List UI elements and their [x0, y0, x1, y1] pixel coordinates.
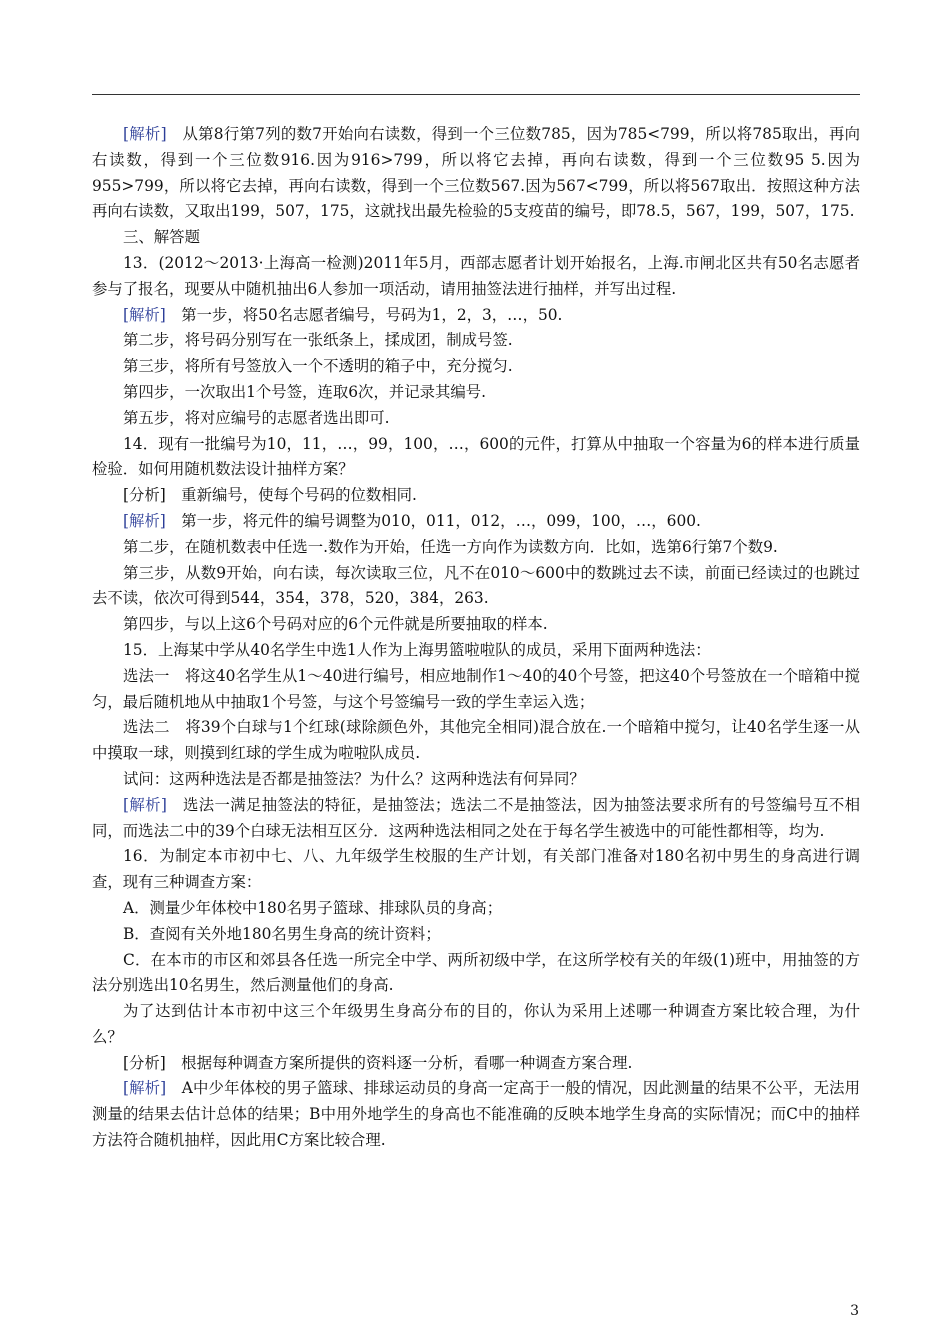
- paragraph-text: 13．(2012～2013·上海高一检测)2011年5月，西部志愿者计划开始报名，上海.市闸北区共有50名志愿者参与了报名，现要从中随机抽出6人参加一项活动，请用抽签法进行抽样，并写出过程.: [92, 253, 860, 298]
- paragraph: [92, 715, 860, 767]
- header-rule: [92, 94, 860, 95]
- paragraph: [92, 767, 860, 793]
- paragraph: [92, 509, 860, 535]
- paragraph: [92, 561, 860, 613]
- paragraph-text: 选法二 将39个白球与1个红球(球除颜色外，其他完全相同)混合放在.一个暗箱中搅匀，让40名学生逐一从中摸取一球，则摸到红球的学生成为啦啦队成员.: [92, 718, 860, 763]
- paragraph: [92, 664, 860, 716]
- analysis-tag: [解析]: [123, 511, 166, 530]
- paragraph: [92, 303, 860, 329]
- paragraph-text: 第二步，在随机数表中任选一.数作为开始，任选一方向作为读数方向．比如，选第6行第7个数9.: [123, 537, 778, 556]
- analysis-tag: [解析]: [123, 125, 167, 143]
- option-b: [92, 922, 860, 948]
- analysis-tag: [解析]: [123, 795, 167, 814]
- paragraph-text: [分析] 重新编号，使每个号码的位数相同.: [123, 486, 417, 505]
- page-number: 3: [850, 1303, 859, 1319]
- paragraph-text: 第一步，将50名志愿者编号，号码为1，2，3，…，50.: [165, 305, 563, 324]
- paragraph-text: 三、解答题: [123, 228, 200, 247]
- paragraph: [92, 328, 860, 354]
- question-13: [92, 251, 860, 303]
- document-body: [92, 122, 860, 1154]
- paragraph-text: A中少年体校的男子篮球、排球运动员的身高一定高于一般的情况，因此测量的结果不公平，无法用测量的结果去估计总体的结果；B中用外地学生的身高也不能准确的反映本地学生身高的实际情况；而C中的抽样方法符合随机抽样，因此用C方案比较合理.: [92, 1079, 860, 1150]
- paragraph-text: A．测量少年体校中180名男子篮球、排球队员的身高；: [123, 898, 503, 917]
- paragraph: [92, 122, 860, 225]
- paragraph: [92, 612, 860, 638]
- paragraph: [92, 999, 860, 1051]
- paragraph-text: 15．上海某中学从40名学生中选1人作为上海男篮啦啦队的成员，采用下面两种选法：: [123, 640, 711, 659]
- option-c: [92, 948, 860, 1000]
- paragraph: [92, 1051, 860, 1077]
- paragraph: [92, 380, 860, 406]
- paragraph-text: C．在本市的市区和郊县各任选一所完全中学、两所初级中学，在这所学校有关的年级(1)班中，用抽签的方法分别选出10名男生，然后测量他们的身高.: [92, 950, 860, 995]
- paragraph: [92, 1076, 860, 1153]
- paragraph-text: 14．现有一批编号为10，11，…，99，100，…，600的元件，打算从中抽取一个容量为6的样本进行质量检验．如何用随机数法设计抽样方案？: [92, 434, 860, 479]
- question-14: [92, 432, 860, 484]
- paragraph-text: 第四步，一次取出1个号签，连取6次，并记录其编号.: [123, 382, 487, 401]
- paragraph-text: 16．为制定本市初中七、八、九年级学生校服的生产计划，有关部门准备对180名初中男生的身高进行调查，现有三种调查方案：: [92, 847, 860, 892]
- paragraph-text: 选法一满足抽签法的特征，是抽签法；选法二不是抽签法，因为抽签法要求所有的号签编号互不相同，而选法二中的39个白球无法相互区分．这两种选法相同之处在于每名学生被选中的可能性都相等，均为.: [92, 795, 860, 840]
- paragraph-text: [分析] 根据每种调查方案所提供的资料逐一分析，看哪一种调查方案合理.: [123, 1053, 633, 1072]
- question-16: [92, 844, 860, 896]
- paragraph-text: 第三步，从数9开始，向右读，每次读取三位，凡不在010～600中的数跳过去不读，前面已经读过的也跳过去不读，依次可得到544，354，378，520，384，263.: [92, 563, 860, 608]
- question-15: [92, 638, 860, 664]
- paragraph-text: 第二步，将号码分别写在一张纸条上，揉成团，制成号签.: [123, 331, 513, 350]
- paragraph-text: 试问：这两种选法是否都是抽签法？为什么？这两种选法有何异同？: [123, 769, 585, 788]
- paragraph-text: 第三步，将所有号签放入一个不透明的箱子中，充分搅匀.: [123, 357, 513, 376]
- paragraph: [92, 535, 860, 561]
- option-a: [92, 896, 860, 922]
- paragraph-text: 从第8行第7列的数7开始向右读数，得到一个三位数785，因为785<799，所以将785取出，再向右读数，得到一个三位数916.因为916>799，所以将它去掉，再向右读数，得到一个三位数95 5.因为955>799，所以将它去掉，再向右读数，得到一个三位数567.因为567<799，所以将567取出．按照这种方法再向右读数，又取出199，507，175，这就找出最先检验的5支疫苗的编号，即78.5，567，199，507，175.: [92, 125, 860, 221]
- paragraph-text: B．查阅有关外地180名男生身高的统计资料；: [123, 924, 441, 943]
- paragraph-text: 为了达到估计本市初中这三个年级男生身高分布的目的，你认为采用上述哪一种调查方案比较合理，为什么？: [92, 1002, 860, 1046]
- paragraph-text: 选法一 将这40名学生从1～40进行编号，相应地制作1～40的40个号签，把这40个号签放在一个暗箱中搅匀，最后随机地从中抽取1个号签，与这个号签编号一致的学生幸运入选；: [92, 666, 860, 711]
- analysis-tag: [解析]: [123, 1079, 167, 1098]
- paragraph-text: 第一步，将元件的编号调整为010，011，012，…，099，100，…，600.: [165, 511, 701, 530]
- paragraph-text: 第四步，与以上这6个号码对应的6个元件就是所要抽取的样本.: [123, 615, 548, 634]
- section-heading: [92, 225, 860, 251]
- paragraph: [92, 483, 860, 509]
- paragraph: [92, 793, 860, 845]
- analysis-tag: [解析]: [123, 305, 166, 324]
- paragraph: [92, 406, 860, 432]
- paragraph-text: 第五步，将对应编号的志愿者选出即可.: [123, 408, 390, 427]
- paragraph: [92, 354, 860, 380]
